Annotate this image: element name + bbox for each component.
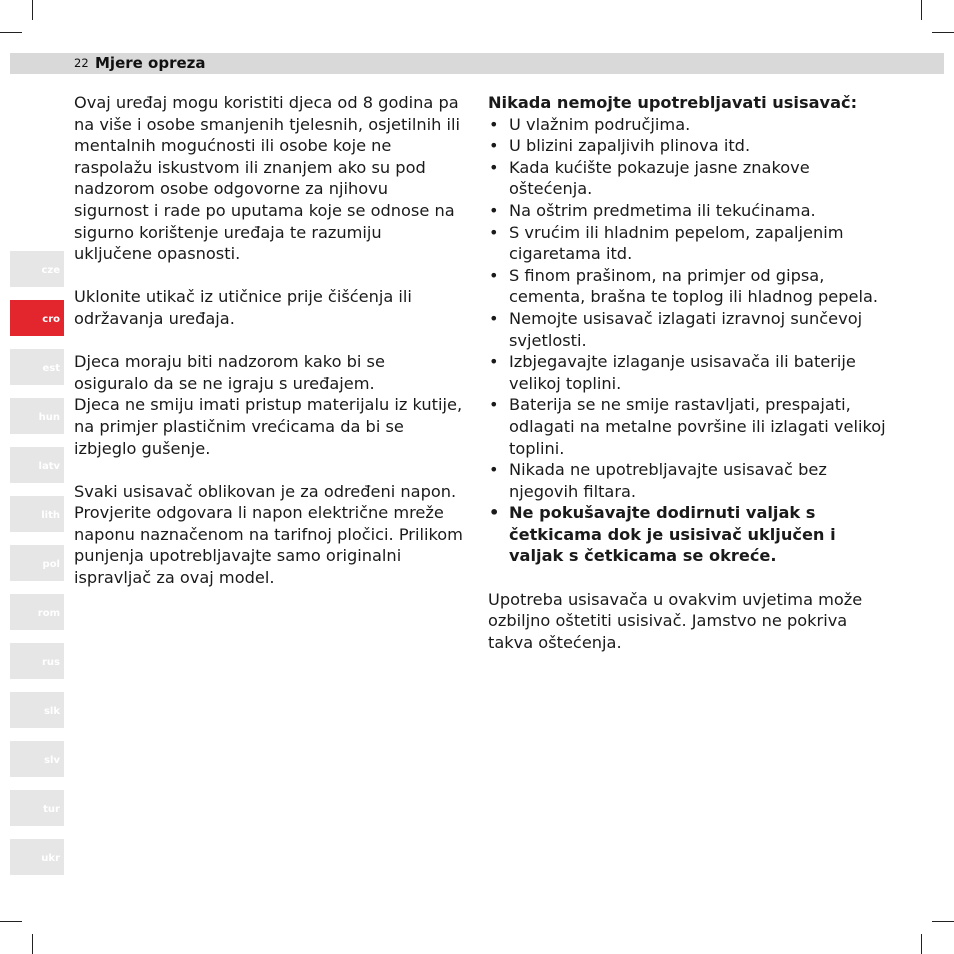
bullet-icon: • (489, 265, 499, 285)
list-item (488, 114, 888, 136)
list-item-text: Izbjegavajte izlaganje usisavača ili baterije velikoj toplini. (509, 352, 856, 393)
tab-latv[interactable]: latv (10, 447, 64, 483)
list-item-text: Nikada ne upotrebljavajte usisavač bez njegovih filtara. (509, 460, 827, 501)
page-number: 22 (74, 56, 89, 70)
list-item-text: Baterija se ne smije rastavljati, prespajati, odlagati na metalne površine ili izlagati velikoj toplini. (509, 395, 886, 458)
spacer (488, 567, 888, 589)
left-column (74, 92, 464, 589)
list-item (488, 394, 888, 459)
crop-mark (921, 0, 922, 20)
bullet-icon: • (489, 157, 499, 177)
list-item-text: Kada kućište pokazuje jasne znakove oštećenja. (509, 157, 810, 199)
header-bar (10, 53, 944, 74)
list-item (488, 157, 888, 200)
paragraph-packaging: Djeca ne smiju imati pristup materijalu iz kutije, na primjer plastičnim vrećicama da bi se izbjeglo gušenje. (74, 395, 463, 458)
list-item-emphasis (488, 502, 888, 567)
tab-rus[interactable]: rus (10, 643, 64, 679)
crop-mark (0, 921, 22, 922)
tab-tur[interactable]: tur (10, 790, 64, 826)
list-item (488, 200, 888, 222)
list-item-text: Ne pokušavajte dodirnuti valjak s četkicama dok je usisivač uključen i valjak s četkicama se okreće. (509, 503, 836, 566)
bullet-icon: • (489, 352, 499, 372)
list-item (488, 459, 888, 502)
list-item-text: U blizini zapaljivih plinova itd. (509, 136, 751, 156)
crop-mark (921, 934, 922, 954)
tab-hun[interactable]: hun (10, 398, 64, 434)
spacer (74, 265, 464, 287)
right-column (488, 92, 888, 653)
paragraph-supervision: Ovaj uređaj mogu koristiti djeca od 8 godina pa na više i osobe smanjenih tjelesnih, osjetilnih ili mentalnih mogućnosti ili osobe koje ne raspolažu iskustvom ili znanjem ako su pod nadzorom osobe odgovorne za njihovu sigurnost i rade po uputama koje se odnose na sigurno korištenje uređaja te razumiju uključene opasnosti. (74, 93, 460, 264)
tab-cze[interactable]: cze (10, 251, 64, 287)
crop-mark (932, 921, 954, 922)
bullet-icon: • (489, 308, 499, 328)
list-item (488, 308, 888, 351)
bullet-icon: • (489, 395, 499, 415)
crop-mark (932, 32, 954, 33)
list-item (488, 351, 888, 394)
page-title: Mjere opreza (95, 54, 206, 72)
paragraph-voltage: Svaki usisavač oblikovan je za određeni napon. Provjerite odgovara li napon električne mreže naponu naznačenom na tarifnoj pločici. Prilikom punjenja upotrebljavajte samo originalni ispravljač za ovaj model. (74, 481, 463, 588)
list-item-text: Na oštrim predmetima ili tekućinama. (509, 200, 816, 220)
tab-ukr[interactable]: ukr (10, 839, 64, 875)
warning-list (488, 114, 888, 567)
tab-lith[interactable]: lith (10, 496, 64, 532)
list-item-text: Nemojte usisavač izlagati izravnoj sunčevoj svjetlosti. (509, 308, 863, 350)
spacer (74, 330, 464, 352)
list-item-text: S finom prašinom, na primjer od gipsa, cementa, brašna te toplog ili hladnog pepela. (509, 265, 879, 307)
bullet-icon: • (489, 222, 499, 242)
list-item-text: S vrućim ili hladnim pepelom, zapaljenim cigaretama itd. (509, 222, 844, 264)
tab-pol[interactable]: pol (10, 545, 64, 581)
crop-mark (0, 32, 22, 33)
paragraph-unplug: Uklonite utikač iz utičnice prije čišćenja ili održavanja uređaja. (74, 287, 412, 328)
paragraph-warranty: Upotreba usisavača u ovakvim uvjetima može ozbiljno oštetiti usisivač. Jamstvo ne pokriva takva oštećenja. (488, 589, 863, 652)
list-item (488, 222, 888, 265)
tab-slk[interactable]: slk (10, 692, 64, 728)
crop-mark (32, 934, 33, 954)
paragraph-children-play: Djeca moraju biti nadzorom kako bi se osiguralo da se ne igraju s uređajem. (74, 352, 385, 393)
bullet-icon: • (489, 460, 499, 480)
bullet-icon: • (489, 114, 499, 134)
tab-rom[interactable]: rom (10, 594, 64, 630)
crop-mark (32, 0, 33, 20)
bullet-icon: • (489, 200, 499, 220)
warning-heading: Nikada nemojte upotrebljavati usisavač: (488, 93, 858, 112)
tab-cro[interactable]: cro (10, 300, 64, 336)
list-item (488, 265, 888, 308)
list-item-text: U vlažnim područjima. (509, 114, 691, 134)
spacer (74, 459, 464, 481)
bullet-icon: • (489, 503, 500, 523)
list-item (488, 135, 888, 157)
bullet-icon: • (489, 136, 499, 156)
tab-slv[interactable]: slv (10, 741, 64, 777)
tab-est[interactable]: est (10, 349, 64, 385)
